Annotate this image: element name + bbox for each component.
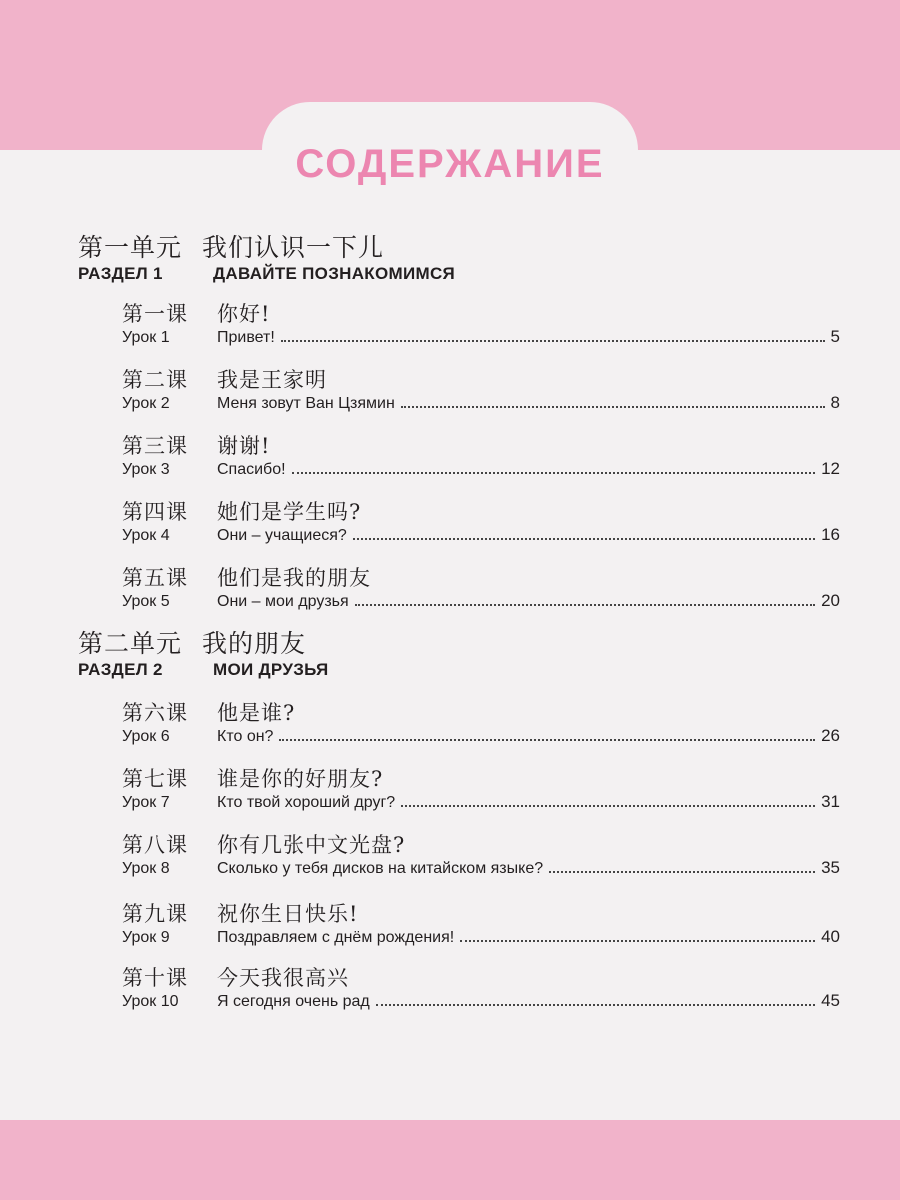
lesson-zh-number: 第五课: [122, 566, 188, 590]
lesson-ru-number: Урок 1: [122, 329, 170, 346]
page-number: 31: [821, 792, 840, 811]
lesson-ru-number: Урок 3: [122, 461, 170, 478]
lesson-6-zh: [122, 697, 295, 727]
lesson-zh-title: 你有几张中文光盘?: [217, 833, 406, 857]
page-number: 20: [821, 591, 840, 610]
unit-2-ru-heading: [78, 660, 329, 680]
leader-dots: [292, 460, 816, 474]
lesson-ru-title: Кто он?: [217, 728, 274, 745]
unit-2-ru-label: РАЗДЕЛ 2: [78, 660, 163, 679]
lesson-zh-title: 她们是学生吗?: [217, 500, 362, 524]
lesson-6-entry[interactable]: [122, 726, 840, 748]
lesson-ru-title: Привет!: [217, 329, 275, 346]
unit-2-zh-title: 我的朋友: [202, 629, 307, 658]
leader-dots: [281, 328, 825, 342]
unit-1-ru-title: ДАВАЙТЕ ПОЗНАКОМИМСЯ: [213, 264, 456, 283]
page-number: 8: [830, 393, 840, 412]
leader-dots: [376, 992, 815, 1006]
unit-2-zh-number: 第二单元: [78, 629, 183, 658]
lesson-10-entry[interactable]: [122, 991, 840, 1013]
lesson-4-zh: [122, 496, 361, 526]
lesson-ru-title: Они – учащиеся?: [217, 527, 347, 544]
lesson-zh-number: 第十课: [122, 966, 188, 990]
lesson-ru-number: Урок 8: [122, 860, 170, 877]
lesson-ru-number: Урок 7: [122, 794, 170, 811]
lesson-zh-number: 第九课: [122, 902, 188, 926]
lesson-8-zh: [122, 829, 405, 859]
unit-1-zh-title: 我们认识一下儿: [202, 233, 385, 262]
unit-2-ru-title: МОИ ДРУЗЬЯ: [213, 660, 329, 679]
lesson-zh-number: 第四课: [122, 500, 188, 524]
lesson-ru-title: Поздравляем с днём рождения!: [217, 929, 455, 946]
lesson-1-zh: [122, 298, 270, 328]
lesson-zh-number: 第二课: [122, 368, 188, 392]
lesson-4-entry[interactable]: [122, 525, 840, 547]
page-number: 45: [821, 991, 840, 1010]
leader-dots: [279, 727, 815, 741]
lesson-ru-number: Урок 9: [122, 929, 170, 946]
lesson-7-zh: [122, 763, 383, 793]
lesson-8-entry[interactable]: [122, 858, 840, 880]
lesson-ru-title: Меня зовут Ван Цзямин: [217, 395, 395, 412]
page-number: 16: [821, 525, 840, 544]
lesson-7-entry[interactable]: [122, 792, 840, 814]
leader-dots: [401, 394, 825, 408]
page-number: 26: [821, 726, 840, 745]
lesson-3-zh: [122, 430, 270, 460]
lesson-ru-number: Урок 6: [122, 728, 170, 745]
leader-dots: [355, 592, 815, 606]
unit-1-ru-label: РАЗДЕЛ 1: [78, 264, 163, 283]
lesson-ru-title: Сколько у тебя дисков на китайском языке?: [217, 860, 544, 877]
lesson-ru-number: Урок 10: [122, 993, 179, 1010]
page-number: 5: [830, 327, 840, 346]
lesson-zh-number: 第六课: [122, 701, 188, 725]
lesson-1-entry[interactable]: [122, 327, 840, 349]
lesson-9-entry[interactable]: [122, 927, 840, 949]
lesson-9-zh: [122, 898, 358, 928]
page-number: 40: [821, 927, 840, 946]
lesson-zh-title: 今天我很高兴: [217, 966, 349, 990]
lesson-ru-title: Спасибо!: [217, 461, 286, 478]
lesson-2-zh: [122, 364, 327, 394]
lesson-zh-title: 谢谢!: [217, 434, 271, 458]
lesson-zh-title: 祝你生日快乐!: [217, 902, 359, 926]
unit-2-zh-heading: [78, 624, 306, 660]
lesson-zh-number: 第七课: [122, 767, 188, 791]
leader-dots: [401, 793, 815, 807]
lesson-zh-title: 他们是我的朋友: [217, 566, 371, 590]
lesson-5-zh: [122, 562, 371, 592]
lesson-zh-title: 谁是你的好朋友?: [217, 767, 384, 791]
lesson-5-entry[interactable]: [122, 591, 840, 613]
page-title: СОДЕРЖАНИЕ: [295, 142, 605, 186]
lesson-ru-number: Урок 4: [122, 527, 170, 544]
unit-1-zh-number: 第一单元: [78, 233, 183, 262]
leader-dots: [460, 928, 815, 942]
lesson-zh-title: 他是谁?: [217, 701, 296, 725]
lesson-2-entry[interactable]: [122, 393, 840, 415]
lesson-ru-number: Урок 5: [122, 593, 170, 610]
lesson-zh-title: 我是王家明: [217, 368, 327, 392]
lesson-ru-title: Они – мои друзья: [217, 593, 349, 610]
lesson-zh-number: 第八课: [122, 833, 188, 857]
page-number: 35: [821, 858, 840, 877]
page-number: 12: [821, 459, 840, 478]
lesson-zh-title: 你好!: [217, 302, 271, 326]
lesson-ru-title: Кто твой хороший друг?: [217, 794, 396, 811]
lesson-3-entry[interactable]: [122, 459, 840, 481]
lesson-zh-number: 第一课: [122, 302, 188, 326]
leader-dots: [549, 859, 815, 873]
lesson-zh-number: 第三课: [122, 434, 188, 458]
unit-1-ru-heading: [78, 264, 455, 284]
lesson-10-zh: [122, 962, 349, 992]
lesson-ru-number: Урок 2: [122, 395, 170, 412]
lesson-ru-title: Я сегодня очень рад: [217, 993, 370, 1010]
unit-1-zh-heading: [78, 228, 384, 264]
leader-dots: [353, 526, 815, 540]
